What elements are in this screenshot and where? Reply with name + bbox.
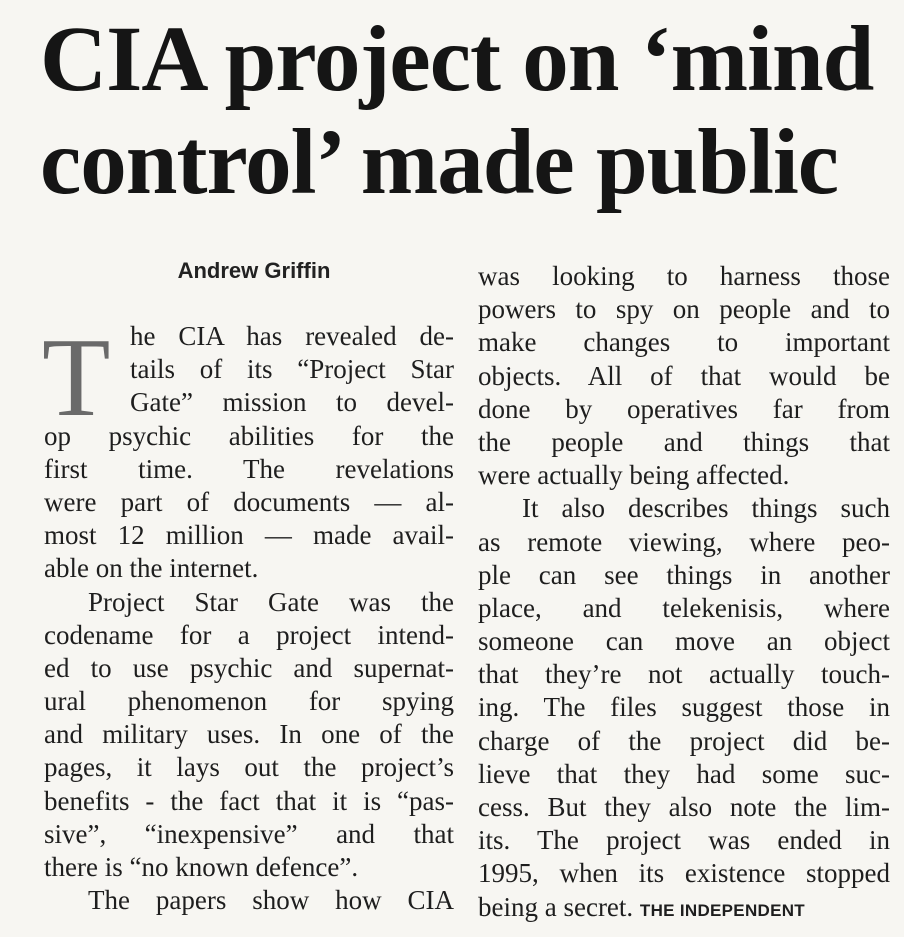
text-line: objects. All of that would be (478, 360, 890, 391)
text-line: sive”, “inexpensive” and that (44, 818, 454, 849)
text-line: make changes to important (478, 327, 890, 358)
final-line (478, 891, 890, 924)
text-line: pages, it lays out the project’s (44, 752, 454, 783)
text-line: the people and things that (478, 426, 890, 457)
text-line: its. The project was ended in (478, 825, 890, 856)
text-line: codename for a project intend- (44, 619, 454, 650)
text-line: 1995, when its existence stopped (478, 858, 890, 889)
text-line: most 12 million — made avail- (44, 520, 454, 551)
text-line: place, and telekenisis, where (478, 592, 890, 623)
text-line: cess. But they also note the lim- (478, 792, 890, 822)
article-column-left (44, 260, 454, 917)
paragraph-remote-viewing (478, 492, 890, 923)
text-line: tails of its “Project Star (130, 354, 454, 385)
text-line: he CIA has revealed de- (130, 321, 454, 351)
text-line: ple can see things in another (478, 559, 890, 590)
text-line: ural phenomenon for spying (44, 686, 454, 717)
text-line: was looking to harness those (478, 261, 890, 291)
paragraph-papers (44, 884, 454, 917)
paragraph-star-gate (44, 586, 454, 885)
headline-line-2: control’ made public (40, 111, 839, 214)
text-line: ed to use psychic and supernat- (44, 652, 454, 683)
text-line: Gate” mission to devel- (130, 387, 454, 418)
drop-cap: T (42, 316, 111, 440)
text-line: benefits - the fact that it is “pas- (44, 785, 454, 816)
text-line: that they’re not actually touch- (478, 659, 890, 690)
text-line: first time. The revelations (44, 453, 454, 484)
opening-paragraph (42, 316, 454, 586)
source-credit: THE INDEPENDENT (639, 900, 805, 920)
text-line: Project Star Gate was the (88, 586, 454, 617)
text-line: op psychic abilities for the (44, 420, 454, 451)
text-line: The papers show how CIA (88, 885, 454, 916)
text-line: done by operatives far from (478, 393, 890, 424)
text-line: It also describes things such (522, 493, 890, 524)
text-line: and military uses. In one of the (44, 719, 454, 750)
text-line: able on the internet. (44, 553, 259, 584)
article-column-right (478, 260, 890, 924)
headline-line-1: CIA project on ‘mind (40, 8, 874, 111)
text-line: being a secret. (478, 891, 634, 922)
headline (40, 8, 900, 214)
byline: Andrew Griffin (177, 258, 331, 283)
text-line: someone can move an object (478, 626, 890, 657)
text-line: ing. The files suggest those in (478, 692, 890, 723)
text-line: were part of documents — al- (44, 486, 454, 517)
text-line: there is “no known defence”. (44, 852, 359, 882)
text-line: as remote viewing, where peo- (478, 526, 890, 557)
paragraph-papers-continued (478, 260, 890, 492)
text-line: powers to spy on people and to (478, 294, 890, 325)
text-line: lieve that they had some suc- (478, 758, 890, 789)
text-line: were actually being affected. (478, 460, 790, 491)
text-line: charge of the project did be- (478, 725, 890, 756)
